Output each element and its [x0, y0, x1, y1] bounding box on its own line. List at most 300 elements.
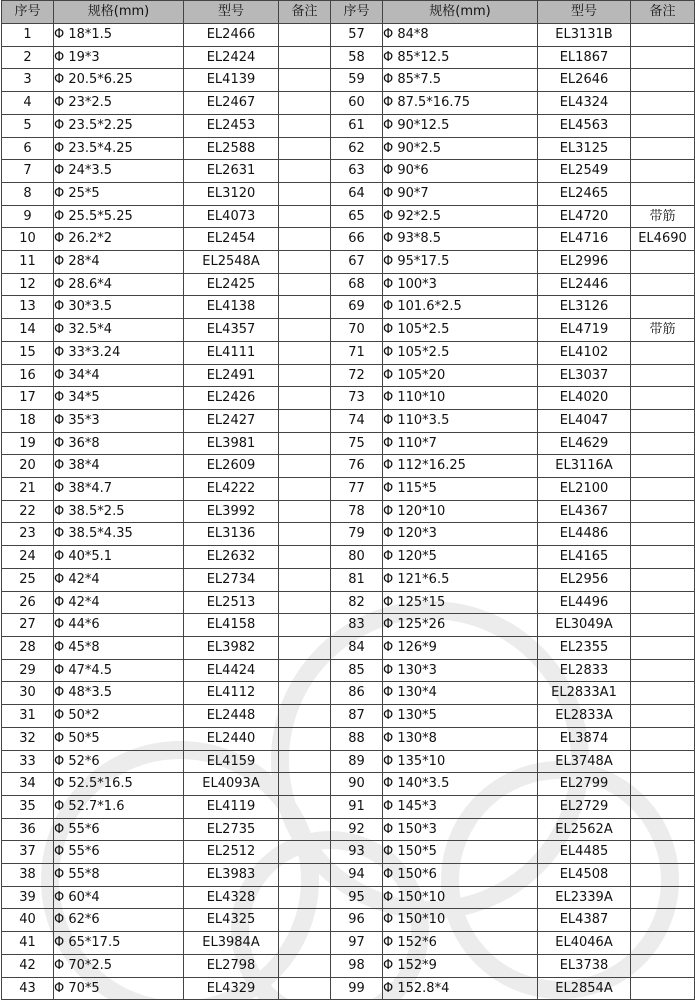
table-row — [2, 954, 695, 977]
table-row — [2, 137, 695, 160]
cell-left-spec: Φ 45*8 — [54, 636, 184, 659]
cell-left-model: EL2512 — [184, 841, 279, 864]
cell-right-note — [631, 977, 695, 1000]
cell-right-no: 96 — [331, 909, 383, 932]
cell-right-note — [631, 455, 695, 478]
cell-right-model: EL1867 — [538, 46, 631, 69]
cell-left-model: EL4159 — [184, 750, 279, 773]
cell-right-note — [631, 251, 695, 274]
cell-right-no: 93 — [331, 841, 383, 864]
cell-left-spec: Φ 30*3.5 — [54, 296, 184, 319]
cell-right-no: 98 — [331, 954, 383, 977]
cell-left-note — [279, 455, 331, 478]
cell-left-no: 2 — [2, 46, 54, 69]
cell-right-note — [631, 46, 695, 69]
cell-left-note — [279, 818, 331, 841]
cell-right-model: EL3116A — [538, 455, 631, 478]
cell-right-no: 70 — [331, 319, 383, 342]
cell-right-model: EL4716 — [538, 228, 631, 251]
cell-left-note — [279, 659, 331, 682]
cell-left-no: 31 — [2, 705, 54, 728]
cell-right-spec: Φ 90*7 — [383, 182, 538, 205]
cell-right-note — [631, 727, 695, 750]
cell-left-note — [279, 864, 331, 887]
col-header-note-right: 备注 — [631, 1, 695, 24]
cell-right-note — [631, 24, 695, 47]
cell-right-no: 65 — [331, 205, 383, 228]
cell-left-model: EL4357 — [184, 319, 279, 342]
cell-left-note — [279, 954, 331, 977]
cell-right-note — [631, 114, 695, 137]
cell-left-note — [279, 705, 331, 728]
cell-left-spec: Φ 32.5*4 — [54, 319, 184, 342]
cell-right-spec: Φ 93*8.5 — [383, 228, 538, 251]
cell-left-model: EL3982 — [184, 636, 279, 659]
cell-left-no: 13 — [2, 296, 54, 319]
table-row — [2, 319, 695, 342]
cell-right-note — [631, 750, 695, 773]
cell-left-spec: Φ 42*4 — [54, 568, 184, 591]
cell-left-model: EL2491 — [184, 364, 279, 387]
cell-left-spec: Φ 34*5 — [54, 387, 184, 410]
table-row — [2, 409, 695, 432]
table-body — [2, 24, 695, 1000]
cell-left-spec: Φ 23.5*2.25 — [54, 114, 184, 137]
cell-left-spec: Φ 25.5*5.25 — [54, 205, 184, 228]
cell-left-model: EL3981 — [184, 432, 279, 455]
table-row — [2, 523, 695, 546]
spec-table — [1, 0, 695, 1000]
cell-left-spec: Φ 55*6 — [54, 818, 184, 841]
cell-left-note — [279, 24, 331, 47]
cell-left-spec: Φ 36*8 — [54, 432, 184, 455]
cell-right-no: 81 — [331, 568, 383, 591]
cell-left-model: EL2426 — [184, 387, 279, 410]
cell-right-note — [631, 273, 695, 296]
cell-left-no: 9 — [2, 205, 54, 228]
cell-right-no: 71 — [331, 341, 383, 364]
cell-right-no: 67 — [331, 251, 383, 274]
cell-left-model: EL2588 — [184, 137, 279, 160]
table-row — [2, 977, 695, 1000]
cell-left-no: 35 — [2, 795, 54, 818]
cell-left-no: 22 — [2, 500, 54, 523]
cell-right-no: 90 — [331, 773, 383, 796]
cell-right-model: EL4629 — [538, 432, 631, 455]
cell-left-no: 23 — [2, 523, 54, 546]
cell-right-note: 带筋 — [631, 205, 695, 228]
cell-left-spec: Φ 65*17.5 — [54, 932, 184, 955]
cell-left-no: 1 — [2, 24, 54, 47]
cell-left-no: 30 — [2, 682, 54, 705]
cell-left-model: EL4138 — [184, 296, 279, 319]
table-row — [2, 478, 695, 501]
cell-right-model: EL4496 — [538, 591, 631, 614]
cell-right-model: EL2465 — [538, 182, 631, 205]
col-header-spec-right: 规格(mm) — [383, 1, 538, 24]
cell-left-model: EL3984A — [184, 932, 279, 955]
cell-right-no: 60 — [331, 92, 383, 115]
cell-left-model: EL2427 — [184, 409, 279, 432]
cell-right-model: EL3874 — [538, 727, 631, 750]
table-row — [2, 886, 695, 909]
cell-right-note — [631, 568, 695, 591]
cell-right-no: 75 — [331, 432, 383, 455]
cell-left-no: 24 — [2, 546, 54, 569]
cell-right-no: 89 — [331, 750, 383, 773]
table-row — [2, 500, 695, 523]
cell-right-spec: Φ 100*3 — [383, 273, 538, 296]
cell-right-no: 87 — [331, 705, 383, 728]
cell-left-spec: Φ 26.2*2 — [54, 228, 184, 251]
cell-right-no: 78 — [331, 500, 383, 523]
cell-left-model: EL4139 — [184, 69, 279, 92]
cell-left-spec: Φ 55*8 — [54, 864, 184, 887]
cell-left-no: 17 — [2, 387, 54, 410]
cell-right-no: 79 — [331, 523, 383, 546]
cell-right-no: 72 — [331, 364, 383, 387]
cell-left-no: 33 — [2, 750, 54, 773]
cell-left-model: EL2548A — [184, 251, 279, 274]
cell-right-note: 带筋 — [631, 319, 695, 342]
cell-right-spec: Φ 140*3.5 — [383, 773, 538, 796]
cell-right-no: 59 — [331, 69, 383, 92]
cell-left-model: EL3120 — [184, 182, 279, 205]
cell-right-model: EL4508 — [538, 864, 631, 887]
cell-right-model: EL2446 — [538, 273, 631, 296]
table-row — [2, 432, 695, 455]
cell-right-spec: Φ 150*3 — [383, 818, 538, 841]
cell-right-model: EL2339A — [538, 886, 631, 909]
cell-right-spec: Φ 92*2.5 — [383, 205, 538, 228]
cell-right-spec: Φ 110*10 — [383, 387, 538, 410]
cell-left-note — [279, 750, 331, 773]
cell-right-note — [631, 591, 695, 614]
cell-left-spec: Φ 34*4 — [54, 364, 184, 387]
cell-right-model: EL2355 — [538, 636, 631, 659]
cell-right-spec: Φ 150*10 — [383, 886, 538, 909]
cell-right-note — [631, 818, 695, 841]
cell-left-note — [279, 614, 331, 637]
cell-right-note — [631, 523, 695, 546]
cell-left-model: EL2425 — [184, 273, 279, 296]
cell-left-spec: Φ 50*5 — [54, 727, 184, 750]
cell-right-model: EL4324 — [538, 92, 631, 115]
col-header-no: 序号 — [2, 1, 54, 24]
col-header-note: 备注 — [279, 1, 331, 24]
cell-left-no: 32 — [2, 727, 54, 750]
cell-right-note — [631, 954, 695, 977]
table-row — [2, 818, 695, 841]
table-row — [2, 273, 695, 296]
cell-right-model: EL4046A — [538, 932, 631, 955]
col-header-spec: 规格(mm) — [54, 1, 184, 24]
cell-right-no: 68 — [331, 273, 383, 296]
cell-left-spec: Φ 50*2 — [54, 705, 184, 728]
cell-right-note — [631, 841, 695, 864]
table-row — [2, 568, 695, 591]
cell-right-note — [631, 296, 695, 319]
cell-right-spec: Φ 126*9 — [383, 636, 538, 659]
cell-right-spec: Φ 130*8 — [383, 727, 538, 750]
cell-right-spec: Φ 115*5 — [383, 478, 538, 501]
cell-left-note — [279, 46, 331, 69]
cell-left-no: 7 — [2, 160, 54, 183]
cell-left-note — [279, 319, 331, 342]
cell-left-model: EL2632 — [184, 546, 279, 569]
table-row — [2, 296, 695, 319]
cell-left-no: 26 — [2, 591, 54, 614]
cell-left-note — [279, 364, 331, 387]
cell-left-model: EL4119 — [184, 795, 279, 818]
cell-right-model: EL2799 — [538, 773, 631, 796]
cell-right-model: EL2562A — [538, 818, 631, 841]
table-row — [2, 251, 695, 274]
table-row — [2, 182, 695, 205]
cell-left-note — [279, 251, 331, 274]
cell-right-no: 77 — [331, 478, 383, 501]
cell-right-note — [631, 932, 695, 955]
table-row — [2, 636, 695, 659]
cell-right-model: EL3049A — [538, 614, 631, 637]
cell-left-note — [279, 546, 331, 569]
cell-left-note — [279, 205, 331, 228]
cell-right-no: 62 — [331, 137, 383, 160]
cell-right-no: 83 — [331, 614, 383, 637]
table-row — [2, 909, 695, 932]
cell-left-spec: Φ 70*2.5 — [54, 954, 184, 977]
table-row — [2, 341, 695, 364]
cell-right-no: 84 — [331, 636, 383, 659]
cell-right-no: 94 — [331, 864, 383, 887]
cell-right-model: EL4486 — [538, 523, 631, 546]
cell-left-no: 25 — [2, 568, 54, 591]
cell-right-model: EL4165 — [538, 546, 631, 569]
cell-left-no: 21 — [2, 478, 54, 501]
cell-left-spec: Φ 38.5*4.35 — [54, 523, 184, 546]
cell-left-spec: Φ 25*5 — [54, 182, 184, 205]
cell-left-spec: Φ 28.6*4 — [54, 273, 184, 296]
cell-right-model: EL2996 — [538, 251, 631, 274]
cell-left-model: EL4158 — [184, 614, 279, 637]
cell-left-note — [279, 727, 331, 750]
cell-left-spec: Φ 42*4 — [54, 591, 184, 614]
cell-right-no: 76 — [331, 455, 383, 478]
cell-right-no: 73 — [331, 387, 383, 410]
cell-right-spec: Φ 95*17.5 — [383, 251, 538, 274]
cell-right-model: EL4387 — [538, 909, 631, 932]
cell-right-spec: Φ 125*15 — [383, 591, 538, 614]
cell-left-spec: Φ 35*3 — [54, 409, 184, 432]
cell-left-spec: Φ 62*6 — [54, 909, 184, 932]
cell-left-no: 5 — [2, 114, 54, 137]
table-row — [2, 591, 695, 614]
cell-right-model: EL3126 — [538, 296, 631, 319]
cell-right-no: 64 — [331, 182, 383, 205]
cell-left-no: 11 — [2, 251, 54, 274]
cell-left-note — [279, 523, 331, 546]
cell-right-spec: Φ 84*8 — [383, 24, 538, 47]
cell-right-model: EL4720 — [538, 205, 631, 228]
cell-left-model: EL2798 — [184, 954, 279, 977]
cell-left-no: 12 — [2, 273, 54, 296]
cell-left-note — [279, 841, 331, 864]
cell-right-model: EL2646 — [538, 69, 631, 92]
cell-right-note — [631, 182, 695, 205]
cell-left-spec: Φ 19*3 — [54, 46, 184, 69]
cell-left-model: EL3136 — [184, 523, 279, 546]
cell-right-note — [631, 864, 695, 887]
cell-right-no: 88 — [331, 727, 383, 750]
cell-left-model: EL2454 — [184, 228, 279, 251]
cell-right-spec: Φ 150*5 — [383, 841, 538, 864]
cell-right-model: EL2549 — [538, 160, 631, 183]
table-row — [2, 114, 695, 137]
cell-left-note — [279, 296, 331, 319]
cell-left-model: EL2440 — [184, 727, 279, 750]
table-row — [2, 387, 695, 410]
cell-right-spec: Φ 105*2.5 — [383, 341, 538, 364]
cell-left-model: EL4424 — [184, 659, 279, 682]
cell-right-no: 61 — [331, 114, 383, 137]
cell-right-note — [631, 682, 695, 705]
cell-right-note — [631, 546, 695, 569]
cell-left-model: EL4325 — [184, 909, 279, 932]
cell-right-model: EL4367 — [538, 500, 631, 523]
cell-right-model: EL4047 — [538, 409, 631, 432]
cell-right-model: EL4020 — [538, 387, 631, 410]
cell-right-no: 69 — [331, 296, 383, 319]
cell-left-note — [279, 932, 331, 955]
cell-left-no: 18 — [2, 409, 54, 432]
cell-left-note — [279, 69, 331, 92]
cell-left-model: EL2734 — [184, 568, 279, 591]
cell-right-note — [631, 432, 695, 455]
table-row — [2, 614, 695, 637]
cell-right-spec: Φ 120*3 — [383, 523, 538, 546]
cell-right-spec: Φ 105*20 — [383, 364, 538, 387]
cell-left-spec: Φ 52.7*1.6 — [54, 795, 184, 818]
cell-right-spec: Φ 152.8*4 — [383, 977, 538, 1000]
cell-right-note — [631, 500, 695, 523]
cell-right-note — [631, 773, 695, 796]
cell-left-model: EL2424 — [184, 46, 279, 69]
cell-right-model: EL2854A — [538, 977, 631, 1000]
cell-left-spec: Φ 33*3.24 — [54, 341, 184, 364]
cell-right-no: 80 — [331, 546, 383, 569]
cell-right-spec: Φ 135*10 — [383, 750, 538, 773]
table-row — [2, 160, 695, 183]
cell-left-no: 29 — [2, 659, 54, 682]
cell-right-note — [631, 705, 695, 728]
cell-left-no: 40 — [2, 909, 54, 932]
table-row — [2, 546, 695, 569]
cell-right-no: 58 — [331, 46, 383, 69]
cell-left-model: EL4112 — [184, 682, 279, 705]
cell-right-note — [631, 659, 695, 682]
cell-left-no: 34 — [2, 773, 54, 796]
cell-left-no: 39 — [2, 886, 54, 909]
cell-left-spec: Φ 52.5*16.5 — [54, 773, 184, 796]
cell-right-model: EL3037 — [538, 364, 631, 387]
cell-left-note — [279, 977, 331, 1000]
cell-right-no: 66 — [331, 228, 383, 251]
cell-left-no: 19 — [2, 432, 54, 455]
cell-left-note — [279, 182, 331, 205]
cell-right-spec: Φ 87.5*16.75 — [383, 92, 538, 115]
cell-right-spec: Φ 145*3 — [383, 795, 538, 818]
cell-left-model: EL3992 — [184, 500, 279, 523]
cell-left-model: EL2453 — [184, 114, 279, 137]
cell-left-model: EL4111 — [184, 341, 279, 364]
table-row — [2, 92, 695, 115]
cell-left-spec: Φ 44*6 — [54, 614, 184, 637]
cell-right-model: EL2100 — [538, 478, 631, 501]
table-row — [2, 864, 695, 887]
cell-right-no: 57 — [331, 24, 383, 47]
cell-left-spec: Φ 38*4 — [54, 455, 184, 478]
cell-right-model: EL3131B — [538, 24, 631, 47]
cell-right-no: 82 — [331, 591, 383, 614]
table-row — [2, 46, 695, 69]
cell-right-spec: Φ 152*9 — [383, 954, 538, 977]
cell-right-model: EL2833A — [538, 705, 631, 728]
table-row — [2, 659, 695, 682]
cell-right-model: EL3748A — [538, 750, 631, 773]
cell-left-spec: Φ 48*3.5 — [54, 682, 184, 705]
cell-right-spec: Φ 152*6 — [383, 932, 538, 955]
cell-right-note — [631, 69, 695, 92]
cell-right-spec: Φ 150*10 — [383, 909, 538, 932]
col-header-model: 型号 — [184, 1, 279, 24]
cell-right-model: EL3738 — [538, 954, 631, 977]
cell-right-no: 99 — [331, 977, 383, 1000]
cell-left-spec: Φ 70*5 — [54, 977, 184, 1000]
cell-right-model: EL2956 — [538, 568, 631, 591]
cell-right-spec: Φ 105*2.5 — [383, 319, 538, 342]
cell-left-spec: Φ 52*6 — [54, 750, 184, 773]
cell-left-no: 37 — [2, 841, 54, 864]
table-row — [2, 205, 695, 228]
cell-left-no: 38 — [2, 864, 54, 887]
cell-right-spec: Φ 101.6*2.5 — [383, 296, 538, 319]
cell-left-note — [279, 568, 331, 591]
cell-left-spec: Φ 47*4.5 — [54, 659, 184, 682]
cell-right-spec: Φ 130*4 — [383, 682, 538, 705]
cell-left-spec: Φ 23*2.5 — [54, 92, 184, 115]
cell-right-no: 74 — [331, 409, 383, 432]
cell-right-spec: Φ 110*3.5 — [383, 409, 538, 432]
cell-left-model: EL3983 — [184, 864, 279, 887]
cell-left-model: EL2467 — [184, 92, 279, 115]
col-header-model-right: 型号 — [538, 1, 631, 24]
cell-left-note — [279, 92, 331, 115]
cell-left-note — [279, 909, 331, 932]
cell-left-note — [279, 114, 331, 137]
cell-right-spec: Φ 120*10 — [383, 500, 538, 523]
cell-right-note — [631, 909, 695, 932]
cell-right-model: EL4485 — [538, 841, 631, 864]
cell-left-note — [279, 682, 331, 705]
table-row — [2, 773, 695, 796]
cell-left-model: EL2735 — [184, 818, 279, 841]
cell-left-note — [279, 432, 331, 455]
cell-right-no: 95 — [331, 886, 383, 909]
table-row — [2, 705, 695, 728]
table-header-row — [2, 1, 695, 24]
cell-left-model: EL4328 — [184, 886, 279, 909]
cell-left-note — [279, 795, 331, 818]
